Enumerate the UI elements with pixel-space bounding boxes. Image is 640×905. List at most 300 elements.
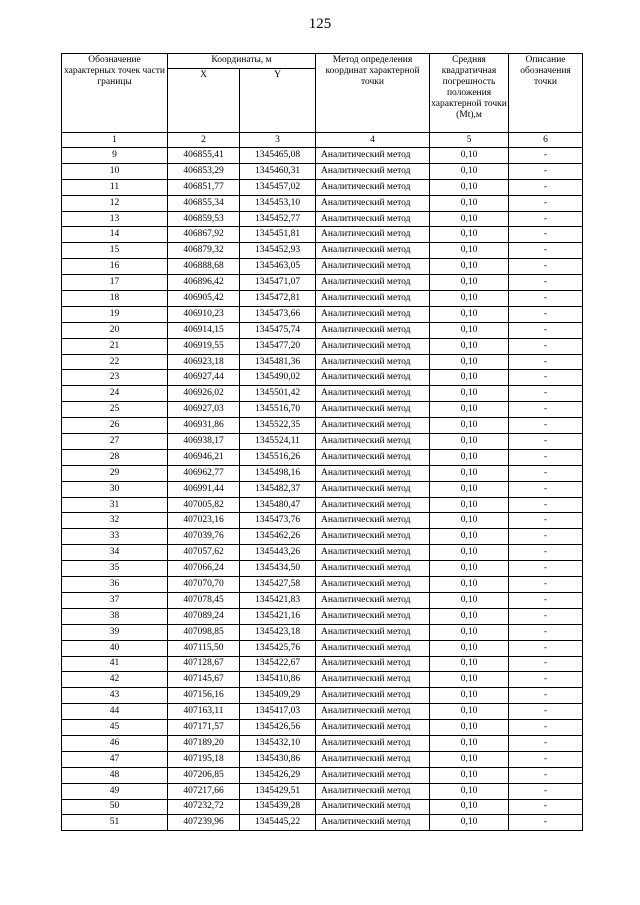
table-row xyxy=(62,275,583,291)
table-row xyxy=(62,259,583,275)
method-cell: Аналитический метод xyxy=(316,338,430,354)
description-cell: - xyxy=(509,338,583,354)
error-cell: 0,10 xyxy=(430,513,509,529)
method-cell: Аналитический метод xyxy=(316,465,430,481)
y-coordinate-cell: 1345465,08 xyxy=(240,148,316,164)
x-coordinate-cell: 406919,55 xyxy=(168,338,240,354)
method-cell: Аналитический метод xyxy=(316,656,430,672)
table-row xyxy=(62,624,583,640)
error-cell: 0,10 xyxy=(430,434,509,450)
point-number-cell: 31 xyxy=(62,497,168,513)
point-number-cell: 28 xyxy=(62,449,168,465)
x-coordinate-cell: 406896,42 xyxy=(168,275,240,291)
description-cell: - xyxy=(509,259,583,275)
header-method: Метод определения координат характерной точки xyxy=(316,54,430,133)
method-cell: Аналитический метод xyxy=(316,640,430,656)
description-cell: - xyxy=(509,275,583,291)
point-number-cell: 32 xyxy=(62,513,168,529)
description-cell: - xyxy=(509,322,583,338)
method-cell: Аналитический метод xyxy=(316,481,430,497)
table-row xyxy=(62,481,583,497)
y-coordinate-cell: 1345443,26 xyxy=(240,545,316,561)
x-coordinate-cell: 407195,18 xyxy=(168,751,240,767)
y-coordinate-cell: 1345498,16 xyxy=(240,465,316,481)
description-cell: - xyxy=(509,592,583,608)
y-coordinate-cell: 1345425,76 xyxy=(240,640,316,656)
x-coordinate-cell: 406851,77 xyxy=(168,179,240,195)
point-number-cell: 21 xyxy=(62,338,168,354)
y-coordinate-cell: 1345452,77 xyxy=(240,211,316,227)
y-coordinate-cell: 1345434,50 xyxy=(240,561,316,577)
table-row xyxy=(62,767,583,783)
header-x: X xyxy=(168,69,240,133)
x-coordinate-cell: 407206,85 xyxy=(168,767,240,783)
method-cell: Аналитический метод xyxy=(316,704,430,720)
error-cell: 0,10 xyxy=(430,465,509,481)
table-row xyxy=(62,497,583,513)
description-cell: - xyxy=(509,402,583,418)
description-cell: - xyxy=(509,195,583,211)
table-row xyxy=(62,449,583,465)
method-cell: Аналитический метод xyxy=(316,291,430,307)
y-coordinate-cell: 1345451,81 xyxy=(240,227,316,243)
y-coordinate-cell: 1345516,26 xyxy=(240,449,316,465)
x-coordinate-cell: 406888,68 xyxy=(168,259,240,275)
point-number-cell: 26 xyxy=(62,418,168,434)
table-body xyxy=(62,148,583,831)
method-cell: Аналитический метод xyxy=(316,259,430,275)
method-cell: Аналитический метод xyxy=(316,751,430,767)
point-number-cell: 40 xyxy=(62,640,168,656)
point-number-cell: 35 xyxy=(62,561,168,577)
error-cell: 0,10 xyxy=(430,672,509,688)
y-coordinate-cell: 1345462,26 xyxy=(240,529,316,545)
description-cell: - xyxy=(509,513,583,529)
x-coordinate-cell: 407232,72 xyxy=(168,799,240,815)
table-row xyxy=(62,672,583,688)
description-cell: - xyxy=(509,720,583,736)
table-row xyxy=(62,243,583,259)
header-coordinates: Координаты, м xyxy=(168,54,316,69)
table-row xyxy=(62,608,583,624)
error-cell: 0,10 xyxy=(430,338,509,354)
description-cell: - xyxy=(509,386,583,402)
y-coordinate-cell: 1345421,16 xyxy=(240,608,316,624)
description-cell: - xyxy=(509,688,583,704)
page-number: 125 xyxy=(308,16,332,32)
x-coordinate-cell: 406859,53 xyxy=(168,211,240,227)
error-cell: 0,10 xyxy=(430,322,509,338)
y-coordinate-cell: 1345463,05 xyxy=(240,259,316,275)
x-coordinate-cell: 406927,44 xyxy=(168,370,240,386)
table-row xyxy=(62,338,583,354)
table-row xyxy=(62,735,583,751)
y-coordinate-cell: 1345475,74 xyxy=(240,322,316,338)
x-coordinate-cell: 407070,70 xyxy=(168,577,240,593)
method-cell: Аналитический метод xyxy=(316,513,430,529)
column-number: 3 xyxy=(240,133,316,148)
x-coordinate-cell: 407115,50 xyxy=(168,640,240,656)
x-coordinate-cell: 406923,18 xyxy=(168,354,240,370)
header-description: Описание обозначения точки xyxy=(509,54,583,133)
column-number: 4 xyxy=(316,133,430,148)
y-coordinate-cell: 1345439,28 xyxy=(240,799,316,815)
point-number-cell: 13 xyxy=(62,211,168,227)
y-coordinate-cell: 1345452,93 xyxy=(240,243,316,259)
y-coordinate-cell: 1345445,22 xyxy=(240,815,316,831)
error-cell: 0,10 xyxy=(430,799,509,815)
table-row xyxy=(62,783,583,799)
x-coordinate-cell: 407039,76 xyxy=(168,529,240,545)
method-cell: Аналитический метод xyxy=(316,767,430,783)
error-cell: 0,10 xyxy=(430,783,509,799)
error-cell: 0,10 xyxy=(430,370,509,386)
y-coordinate-cell: 1345477,20 xyxy=(240,338,316,354)
method-cell: Аналитический метод xyxy=(316,148,430,164)
description-cell: - xyxy=(509,243,583,259)
y-coordinate-cell: 1345417,03 xyxy=(240,704,316,720)
method-cell: Аналитический метод xyxy=(316,449,430,465)
table-row xyxy=(62,148,583,164)
header-mean-square-error: Средняя квадратичная погрешность положения характерной точки (Mt),м xyxy=(430,54,509,133)
description-cell: - xyxy=(509,148,583,164)
point-number-cell: 45 xyxy=(62,720,168,736)
x-coordinate-cell: 406962,77 xyxy=(168,465,240,481)
table-row xyxy=(62,386,583,402)
method-cell: Аналитический метод xyxy=(316,322,430,338)
table-row xyxy=(62,513,583,529)
point-number-cell: 27 xyxy=(62,434,168,450)
error-cell: 0,10 xyxy=(430,402,509,418)
x-coordinate-cell: 406855,34 xyxy=(168,195,240,211)
x-coordinate-cell: 406927,03 xyxy=(168,402,240,418)
table-row xyxy=(62,354,583,370)
description-cell: - xyxy=(509,529,583,545)
error-cell: 0,10 xyxy=(430,624,509,640)
x-coordinate-cell: 407098,85 xyxy=(168,624,240,640)
description-cell: - xyxy=(509,751,583,767)
description-cell: - xyxy=(509,656,583,672)
table-row xyxy=(62,577,583,593)
method-cell: Аналитический метод xyxy=(316,672,430,688)
error-cell: 0,10 xyxy=(430,815,509,831)
point-number-cell: 9 xyxy=(62,148,168,164)
point-number-cell: 30 xyxy=(62,481,168,497)
method-cell: Аналитический метод xyxy=(316,624,430,640)
y-coordinate-cell: 1345432,10 xyxy=(240,735,316,751)
point-number-cell: 36 xyxy=(62,577,168,593)
point-number-cell: 14 xyxy=(62,227,168,243)
y-coordinate-cell: 1345501,42 xyxy=(240,386,316,402)
error-cell: 0,10 xyxy=(430,592,509,608)
y-coordinate-cell: 1345457,02 xyxy=(240,179,316,195)
error-cell: 0,10 xyxy=(430,195,509,211)
point-number-cell: 12 xyxy=(62,195,168,211)
y-coordinate-cell: 1345453,10 xyxy=(240,195,316,211)
point-number-cell: 18 xyxy=(62,291,168,307)
y-coordinate-cell: 1345422,67 xyxy=(240,656,316,672)
table-row xyxy=(62,163,583,179)
error-cell: 0,10 xyxy=(430,735,509,751)
description-cell: - xyxy=(509,434,583,450)
table-row xyxy=(62,751,583,767)
method-cell: Аналитический метод xyxy=(316,783,430,799)
point-number-cell: 25 xyxy=(62,402,168,418)
header-point-designation: Обозначение характерных точек части границы xyxy=(62,54,168,133)
table-row xyxy=(62,211,583,227)
point-number-cell: 37 xyxy=(62,592,168,608)
boundary-points-table xyxy=(61,53,583,831)
description-cell: - xyxy=(509,291,583,307)
point-number-cell: 17 xyxy=(62,275,168,291)
error-cell: 0,10 xyxy=(430,179,509,195)
error-cell: 0,10 xyxy=(430,704,509,720)
error-cell: 0,10 xyxy=(430,243,509,259)
description-cell: - xyxy=(509,465,583,481)
y-coordinate-cell: 1345429,51 xyxy=(240,783,316,799)
error-cell: 0,10 xyxy=(430,449,509,465)
column-number: 6 xyxy=(509,133,583,148)
method-cell: Аналитический метод xyxy=(316,386,430,402)
point-number-cell: 16 xyxy=(62,259,168,275)
point-number-cell: 22 xyxy=(62,354,168,370)
table-row xyxy=(62,418,583,434)
description-cell: - xyxy=(509,211,583,227)
method-cell: Аналитический метод xyxy=(316,735,430,751)
description-cell: - xyxy=(509,767,583,783)
point-number-cell: 29 xyxy=(62,465,168,481)
x-coordinate-cell: 406853,29 xyxy=(168,163,240,179)
y-coordinate-cell: 1345524,11 xyxy=(240,434,316,450)
point-number-cell: 11 xyxy=(62,179,168,195)
description-cell: - xyxy=(509,735,583,751)
method-cell: Аналитический метод xyxy=(316,370,430,386)
description-cell: - xyxy=(509,608,583,624)
error-cell: 0,10 xyxy=(430,767,509,783)
description-cell: - xyxy=(509,227,583,243)
x-coordinate-cell: 406855,41 xyxy=(168,148,240,164)
method-cell: Аналитический метод xyxy=(316,545,430,561)
table-row xyxy=(62,656,583,672)
description-cell: - xyxy=(509,481,583,497)
table-row xyxy=(62,720,583,736)
x-coordinate-cell: 406910,23 xyxy=(168,306,240,322)
point-number-cell: 24 xyxy=(62,386,168,402)
y-coordinate-cell: 1345482,37 xyxy=(240,481,316,497)
column-number: 5 xyxy=(430,133,509,148)
point-number-cell: 49 xyxy=(62,783,168,799)
method-cell: Аналитический метод xyxy=(316,561,430,577)
error-cell: 0,10 xyxy=(430,688,509,704)
point-number-cell: 10 xyxy=(62,163,168,179)
y-coordinate-cell: 1345473,66 xyxy=(240,306,316,322)
table-row xyxy=(62,306,583,322)
method-cell: Аналитический метод xyxy=(316,163,430,179)
header-y: Y xyxy=(240,69,316,133)
description-cell: - xyxy=(509,306,583,322)
x-coordinate-cell: 406867,92 xyxy=(168,227,240,243)
x-coordinate-cell: 406991,44 xyxy=(168,481,240,497)
table-row xyxy=(62,195,583,211)
x-coordinate-cell: 406938,17 xyxy=(168,434,240,450)
y-coordinate-cell: 1345472,81 xyxy=(240,291,316,307)
y-coordinate-cell: 1345426,56 xyxy=(240,720,316,736)
table-row xyxy=(62,465,583,481)
error-cell: 0,10 xyxy=(430,497,509,513)
method-cell: Аналитический метод xyxy=(316,529,430,545)
error-cell: 0,10 xyxy=(430,148,509,164)
column-number: 1 xyxy=(62,133,168,148)
y-coordinate-cell: 1345473,76 xyxy=(240,513,316,529)
method-cell: Аналитический метод xyxy=(316,306,430,322)
error-cell: 0,10 xyxy=(430,386,509,402)
description-cell: - xyxy=(509,179,583,195)
method-cell: Аналитический метод xyxy=(316,275,430,291)
method-cell: Аналитический метод xyxy=(316,195,430,211)
point-number-cell: 23 xyxy=(62,370,168,386)
table-row xyxy=(62,370,583,386)
point-number-cell: 19 xyxy=(62,306,168,322)
x-coordinate-cell: 406914,15 xyxy=(168,322,240,338)
method-cell: Аналитический метод xyxy=(316,179,430,195)
x-coordinate-cell: 407156,16 xyxy=(168,688,240,704)
error-cell: 0,10 xyxy=(430,306,509,322)
x-coordinate-cell: 407023,16 xyxy=(168,513,240,529)
error-cell: 0,10 xyxy=(430,259,509,275)
description-cell: - xyxy=(509,418,583,434)
column-number-row xyxy=(62,133,583,148)
error-cell: 0,10 xyxy=(430,720,509,736)
y-coordinate-cell: 1345490,02 xyxy=(240,370,316,386)
method-cell: Аналитический метод xyxy=(316,608,430,624)
table-row xyxy=(62,291,583,307)
table-row xyxy=(62,592,583,608)
error-cell: 0,10 xyxy=(430,608,509,624)
point-number-cell: 33 xyxy=(62,529,168,545)
method-cell: Аналитический метод xyxy=(316,497,430,513)
x-coordinate-cell: 407066,24 xyxy=(168,561,240,577)
table-row xyxy=(62,434,583,450)
error-cell: 0,10 xyxy=(430,227,509,243)
y-coordinate-cell: 1345522,35 xyxy=(240,418,316,434)
description-cell: - xyxy=(509,163,583,179)
error-cell: 0,10 xyxy=(430,656,509,672)
x-coordinate-cell: 406931,86 xyxy=(168,418,240,434)
error-cell: 0,10 xyxy=(430,418,509,434)
table-row xyxy=(62,545,583,561)
table-row xyxy=(62,529,583,545)
error-cell: 0,10 xyxy=(430,545,509,561)
method-cell: Аналитический метод xyxy=(316,720,430,736)
y-coordinate-cell: 1345421,83 xyxy=(240,592,316,608)
y-coordinate-cell: 1345409,29 xyxy=(240,688,316,704)
description-cell: - xyxy=(509,449,583,465)
y-coordinate-cell: 1345516,70 xyxy=(240,402,316,418)
y-coordinate-cell: 1345471,07 xyxy=(240,275,316,291)
description-cell: - xyxy=(509,561,583,577)
method-cell: Аналитический метод xyxy=(316,243,430,259)
x-coordinate-cell: 407057,62 xyxy=(168,545,240,561)
error-cell: 0,10 xyxy=(430,481,509,497)
error-cell: 0,10 xyxy=(430,640,509,656)
table-row xyxy=(62,799,583,815)
table-row xyxy=(62,402,583,418)
point-number-cell: 51 xyxy=(62,815,168,831)
description-cell: - xyxy=(509,704,583,720)
x-coordinate-cell: 407089,24 xyxy=(168,608,240,624)
method-cell: Аналитический метод xyxy=(316,815,430,831)
point-number-cell: 47 xyxy=(62,751,168,767)
column-number: 2 xyxy=(168,133,240,148)
description-cell: - xyxy=(509,624,583,640)
description-cell: - xyxy=(509,354,583,370)
x-coordinate-cell: 406905,42 xyxy=(168,291,240,307)
point-number-cell: 44 xyxy=(62,704,168,720)
description-cell: - xyxy=(509,672,583,688)
x-coordinate-cell: 407005,82 xyxy=(168,497,240,513)
error-cell: 0,10 xyxy=(430,163,509,179)
method-cell: Аналитический метод xyxy=(316,592,430,608)
x-coordinate-cell: 406879,32 xyxy=(168,243,240,259)
error-cell: 0,10 xyxy=(430,291,509,307)
error-cell: 0,10 xyxy=(430,561,509,577)
point-number-cell: 48 xyxy=(62,767,168,783)
x-coordinate-cell: 407163,11 xyxy=(168,704,240,720)
table-row xyxy=(62,561,583,577)
x-coordinate-cell: 407171,57 xyxy=(168,720,240,736)
error-cell: 0,10 xyxy=(430,751,509,767)
description-cell: - xyxy=(509,799,583,815)
description-cell: - xyxy=(509,497,583,513)
description-cell: - xyxy=(509,370,583,386)
y-coordinate-cell: 1345430,86 xyxy=(240,751,316,767)
table-row xyxy=(62,688,583,704)
point-number-cell: 43 xyxy=(62,688,168,704)
y-coordinate-cell: 1345423,18 xyxy=(240,624,316,640)
error-cell: 0,10 xyxy=(430,211,509,227)
description-cell: - xyxy=(509,545,583,561)
description-cell: - xyxy=(509,577,583,593)
method-cell: Аналитический метод xyxy=(316,354,430,370)
y-coordinate-cell: 1345427,58 xyxy=(240,577,316,593)
description-cell: - xyxy=(509,640,583,656)
error-cell: 0,10 xyxy=(430,577,509,593)
y-coordinate-cell: 1345426,29 xyxy=(240,767,316,783)
x-coordinate-cell: 407128,67 xyxy=(168,656,240,672)
point-number-cell: 38 xyxy=(62,608,168,624)
x-coordinate-cell: 407145,67 xyxy=(168,672,240,688)
table-row xyxy=(62,322,583,338)
y-coordinate-cell: 1345460,31 xyxy=(240,163,316,179)
description-cell: - xyxy=(509,783,583,799)
x-coordinate-cell: 407217,66 xyxy=(168,783,240,799)
y-coordinate-cell: 1345410,86 xyxy=(240,672,316,688)
y-coordinate-cell: 1345480,47 xyxy=(240,497,316,513)
table-row xyxy=(62,704,583,720)
error-cell: 0,10 xyxy=(430,354,509,370)
x-coordinate-cell: 407078,45 xyxy=(168,592,240,608)
x-coordinate-cell: 407239,96 xyxy=(168,815,240,831)
point-number-cell: 46 xyxy=(62,735,168,751)
method-cell: Аналитический метод xyxy=(316,211,430,227)
description-cell: - xyxy=(509,815,583,831)
point-number-cell: 15 xyxy=(62,243,168,259)
table-row xyxy=(62,640,583,656)
method-cell: Аналитический метод xyxy=(316,402,430,418)
error-cell: 0,10 xyxy=(430,275,509,291)
table-row xyxy=(62,227,583,243)
method-cell: Аналитический метод xyxy=(316,418,430,434)
